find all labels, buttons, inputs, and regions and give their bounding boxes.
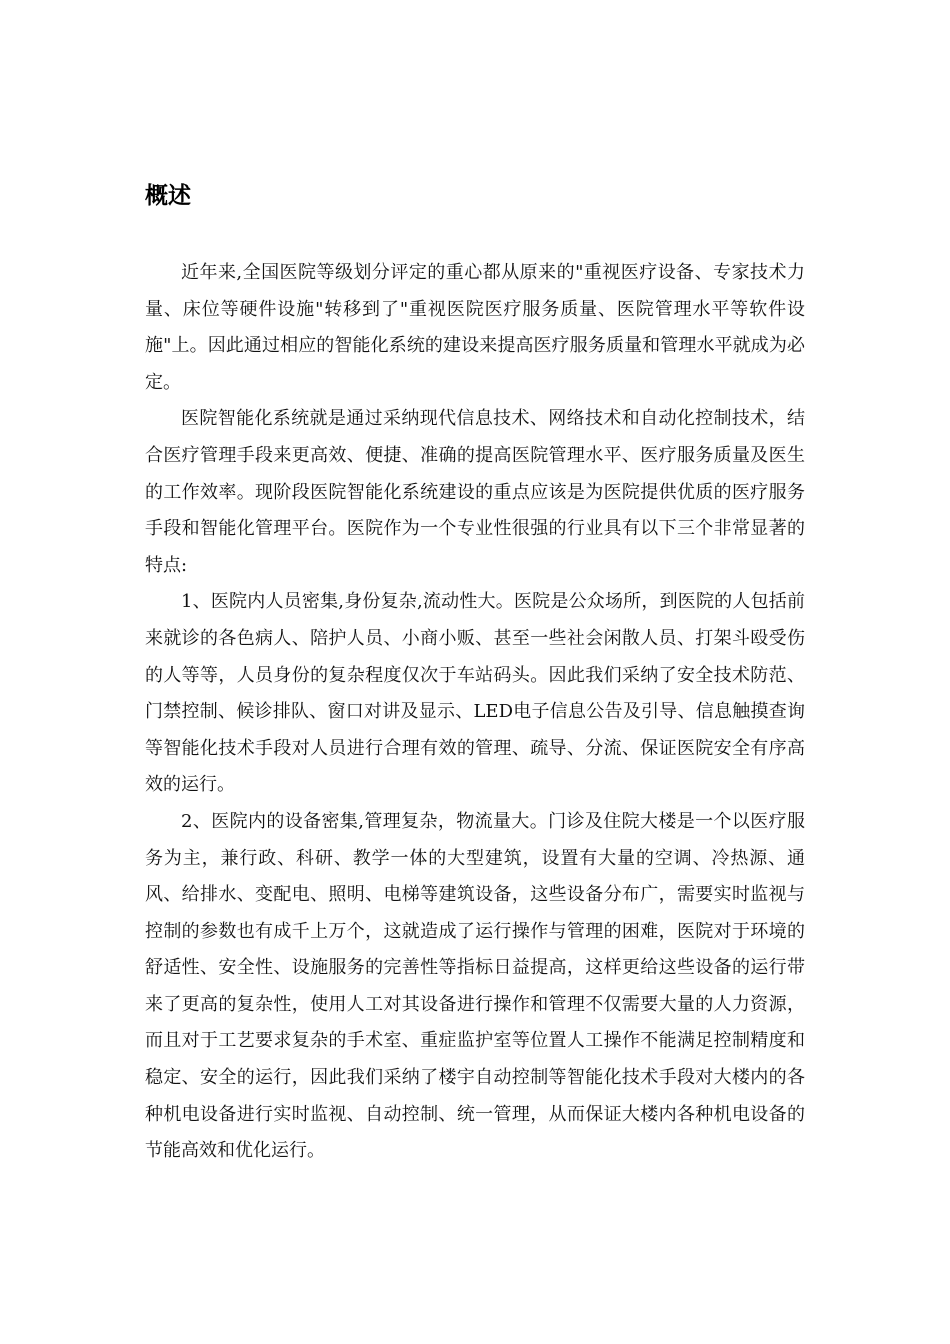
paragraph-definition: 医院智能化系统就是通过采纳现代信息技术、网络技术和自动化控制技术，结合医疗管理手段来更高效、便捷、准确的提高医院管理水平、医疗服务质量及医生的工作效率。现阶段医院智能化系统建设的重点应该是为医院提供优质的医疗服务手段和智能化管理平台。医院作为一个专业性很强的行业具有以下三个非常显著的特点: bbox=[145, 408, 805, 576]
paragraph-feature-1: 1、医院内人员密集,身份复杂,流动性大。医院是公众场所，到医院的人包括前来就诊的各色病人、陪护人员、小商小贩、甚至一些社会闲散人员、打架斗殴受伤的人等等，人员身份的复杂程度仅次于车站码头。因此我们采纳了安全技术防范、门禁控制、候诊排队、窗口对讲及显示、LED电子信息公告及引导、信息触摸查询等智能化技术手段对人员进行合理有效的管理、疏导、分流、保证医院安全有序高效的运行。 bbox=[145, 591, 805, 796]
section-title: 概述 bbox=[145, 183, 191, 209]
paragraph-intro: 近年来,全国医院等级划分评定的重心都从原来的"重视医疗设备、专家技术力量、床位等硬件设施"转移到了"重视医院医疗服务质量、医院管理水平等软件设施"上。因此通过相应的智能化系统的建设来提高医疗服务质量和管理水平就成为必定。 bbox=[145, 262, 805, 393]
document-body bbox=[145, 255, 805, 1170]
paragraph-feature-2: 2、医院内的设备密集,管理复杂，物流量大。门诊及住院大楼是一个以医疗服务为主，兼行政、科研、教学一体的大型建筑，设置有大量的空调、冷热源、通风、给排水、变配电、照明、电梯等建筑设备，这些设备分布广，需要实时监视与控制的参数也有成千上万个，这就造成了运行操作与管理的困难，医院对于环境的舒适性、安全性、设施服务的完善性等指标日益提高，这样更给这些设备的运行带来了更高的复杂性，使用人工对其设备进行操作和管理不仅需要大量的人力资源，而且对于工艺要求复杂的手术室、重症监护室等位置人工操作不能满足控制精度和稳定、安全的运行，因此我们采纳了楼宇自动控制等智能化技术手段对大楼内的各种机电设备进行实时监视、自动控制、统一管理，从而保证大楼内各种机电设备的节能高效和优化运行。 bbox=[145, 810, 805, 1162]
